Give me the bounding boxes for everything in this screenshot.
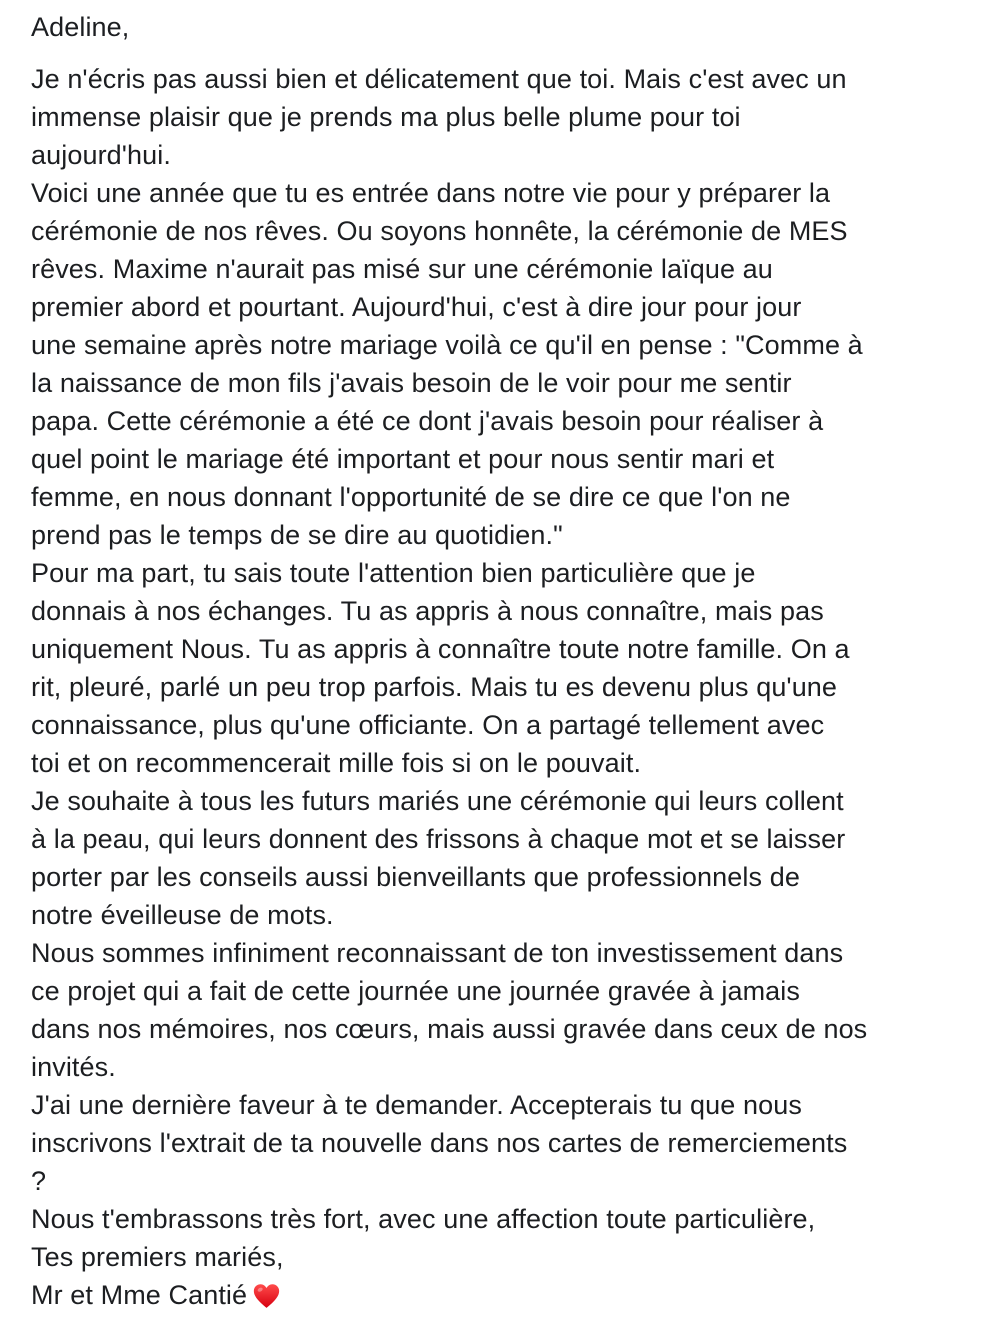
greeting: Adeline, — [31, 12, 130, 42]
paragraph-request: J'ai une dernière faveur à te demander. Accepterais tu que nous inscrivons l'extrait de ta nouvelle dans nos cartes de remerciements ? — [31, 1090, 848, 1196]
paragraph-intro: Je n'écris pas aussi bien et délicatement que toi. Mais c'est avec un immense plaisir que je prends ma plus belle plume pour toi aujourd'hui. — [31, 64, 847, 170]
paragraph-gratitude: Nous sommes infiniment reconnaissant de ton investissement dans ce projet qui a fait de cette journée une journée gravée à jamais dans nos mémoires, nos cœurs, mais aussi gravée dans ceux de nos invités. — [31, 938, 868, 1082]
closing-line: Tes premiers mariés, — [31, 1242, 284, 1272]
paragraph-wishes: Je souhaite à tous les futurs mariés une cérémonie qui leurs collent à la peau, qui leurs donnent des frissons à chaque mot et se laisser porter par les conseils aussi bienveillants que professionnels de notre éveilleuse de mots. — [31, 786, 846, 930]
post-message — [31, 8, 976, 1314]
paragraph-attention: Pour ma part, tu sais toute l'attention bien particulière que je donnais à nos échanges. Tu as appris à nous connaître, mais pas uniquement Nous. Tu as appris à connaître toute notre famille. On a rit, pleuré, parlé un peu trop parfois. Mais tu es devenu plus qu'une connaissance, plus qu'une officiante. On a partagé tellement avec toi et on recommencerait mille fois si on le pouvait. — [31, 558, 850, 778]
signature-text: Mr et Mme Cantié — [31, 1280, 248, 1310]
paragraph-hugs: Nous t'embrassons très fort, avec une affection toute particulière, — [31, 1204, 816, 1234]
signature-line — [31, 1276, 976, 1314]
red-heart-icon — [253, 1283, 280, 1309]
paragraph-ceremony: Voici une année que tu es entrée dans notre vie pour y préparer la cérémonie de nos rêves. Ou soyons honnête, la cérémonie de MES rêves. Maxime n'aurait pas misé sur une cérémonie laïque au premier abord et pourtant. Aujourd'hui, c'est à dire jour pour jour une semaine après notre mariage voilà ce qu'il en pense : "Comme à la naissance de mon fils j'avais besoin de le voir pour me sentir papa. Cette cérémonie a été ce dont j'avais besoin pour réaliser à quel point le mariage été important et pour nous sentir mari et femme, en nous donnant l'opportunité de se dire ce que l'on ne prend pas le temps de se dire au quotidien." — [31, 178, 863, 550]
